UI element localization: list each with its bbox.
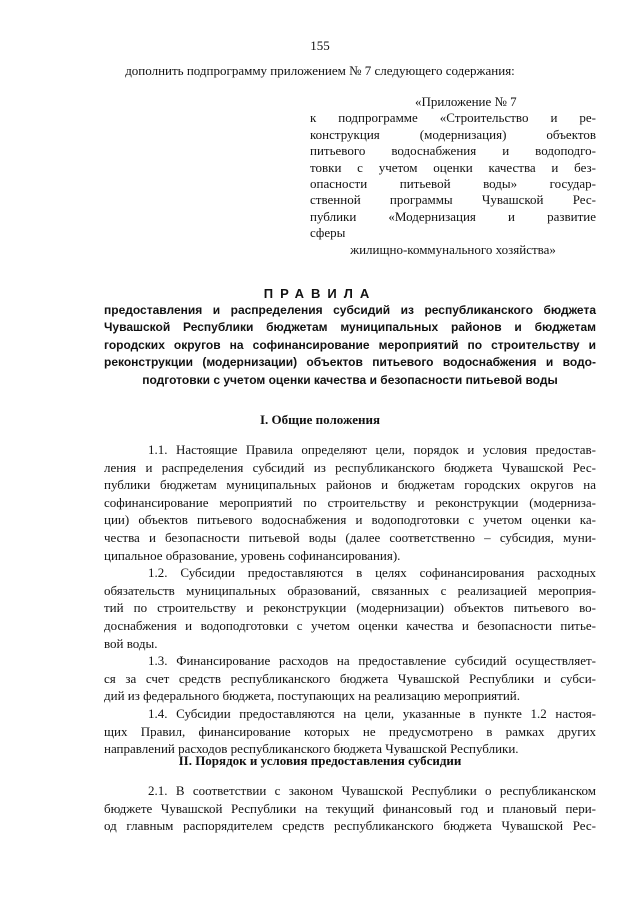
body-line: ципальное образование, уровень софинансирования). xyxy=(104,547,401,563)
appendix-line: конструкция (модернизация) объектов xyxy=(310,126,596,142)
appendix-line: публики «Модернизация и развитие xyxy=(310,208,596,224)
document-title: ПРАВИЛА xyxy=(263,286,377,301)
section-heading: I. Общие положения xyxy=(260,412,380,427)
subtitle-line: предоставления и распределения субсидий из республиканского бюджета xyxy=(104,303,596,317)
body-line: софинансирование мероприятий по строительству и реконструкции (модерниза- xyxy=(104,494,596,510)
appendix-line: «Приложение № 7 xyxy=(415,94,517,109)
body-line: 1.1. Настоящие Правила определяют цели, порядок и условия предостав- xyxy=(148,442,596,457)
body-line: 2.1. В соответствии с законом Чувашской Республики о республиканском xyxy=(148,783,596,798)
document-subtitle xyxy=(104,302,596,389)
body-line: чества и безопасности питьевой воды (далее соответственно – субсидия, муни- xyxy=(104,529,596,545)
intro-line: дополнить подпрограмму приложением № 7 следующего содержания: xyxy=(125,63,515,78)
subtitle-line: реконструкции (модернизации) объектов питьевого водоснабжения и водо- xyxy=(104,355,596,370)
body-line: направлений расходов республиканского бюджета Чувашской Республики. xyxy=(104,741,519,757)
section-heading: II. Порядок и условия предоставления субсидии xyxy=(178,753,462,768)
body-line: тий по строительству и реконструкции (модернизации) объектов питьевого во- xyxy=(104,600,596,616)
section-2-body xyxy=(104,782,596,835)
body-line: ции) объектов питьевого водоснабжения и водоподготовки с учетом оценки ка- xyxy=(104,512,596,528)
appendix-reference xyxy=(310,94,596,258)
body-line: бюджете Чувашской Республики на текущий финансовый год и плановый пери- xyxy=(104,800,596,816)
body-line: доснабжения и водоподготовки с учетом оценки качества и безопасности питье- xyxy=(104,617,596,633)
section-1-body xyxy=(104,441,596,758)
appendix-line: питьевого водоснабжения и водоподго- xyxy=(310,143,596,159)
subtitle-line: городских округов на софинансирование мероприятий по строительству и xyxy=(104,337,596,352)
body-line: ления и распределения субсидий из республиканского бюджета Чувашской Рес- xyxy=(104,459,596,475)
appendix-line: к подпрограмме «Строительство и ре- xyxy=(310,110,596,126)
body-line: обязательств муниципальных образований, связанных с реализацией мероприя- xyxy=(104,582,596,598)
body-line: 1.3. Финансирование расходов на предоставление субсидий осуществляет- xyxy=(148,653,596,669)
body-line: публики бюджетам муниципальных районов и бюджетам городских округов на xyxy=(104,477,596,493)
subtitle-line: Чувашской Республики бюджетам муниципальных районов и бюджетам xyxy=(104,320,596,335)
page-number: 155 xyxy=(310,38,330,53)
body-line: вой воды. xyxy=(104,635,158,651)
appendix-line: опасности питьевой воды» государ- xyxy=(310,176,596,192)
subtitle-line: подготовки с учетом оценки качества и безопасности питьевой воды xyxy=(142,372,558,387)
appendix-line: товки с учетом оценки качества и без- xyxy=(310,159,596,175)
body-line: ся за счет средств республиканского бюджета Чувашской Республики и субси- xyxy=(104,670,596,686)
body-line: дий из федерального бюджета, поступающих на реализацию мероприятий. xyxy=(104,688,520,704)
body-line: 1.4. Субсидии предоставляются на цели, указанные в пункте 1.2 настоя- xyxy=(148,705,596,721)
body-line: од главным распорядителем средств республиканского бюджета Чувашской Рес- xyxy=(104,818,596,834)
appendix-line: ственной программы Чувашской Рес- xyxy=(310,192,596,208)
body-line: щих Правил, финансирование которых не предусмотрено в рамках других xyxy=(104,723,596,739)
body-line: 1.2. Субсидии предоставляются в целях софинансирования расходных xyxy=(148,565,596,581)
appendix-line: жилищно-коммунального хозяйства» xyxy=(350,241,556,257)
appendix-line: сферы xyxy=(310,225,346,241)
